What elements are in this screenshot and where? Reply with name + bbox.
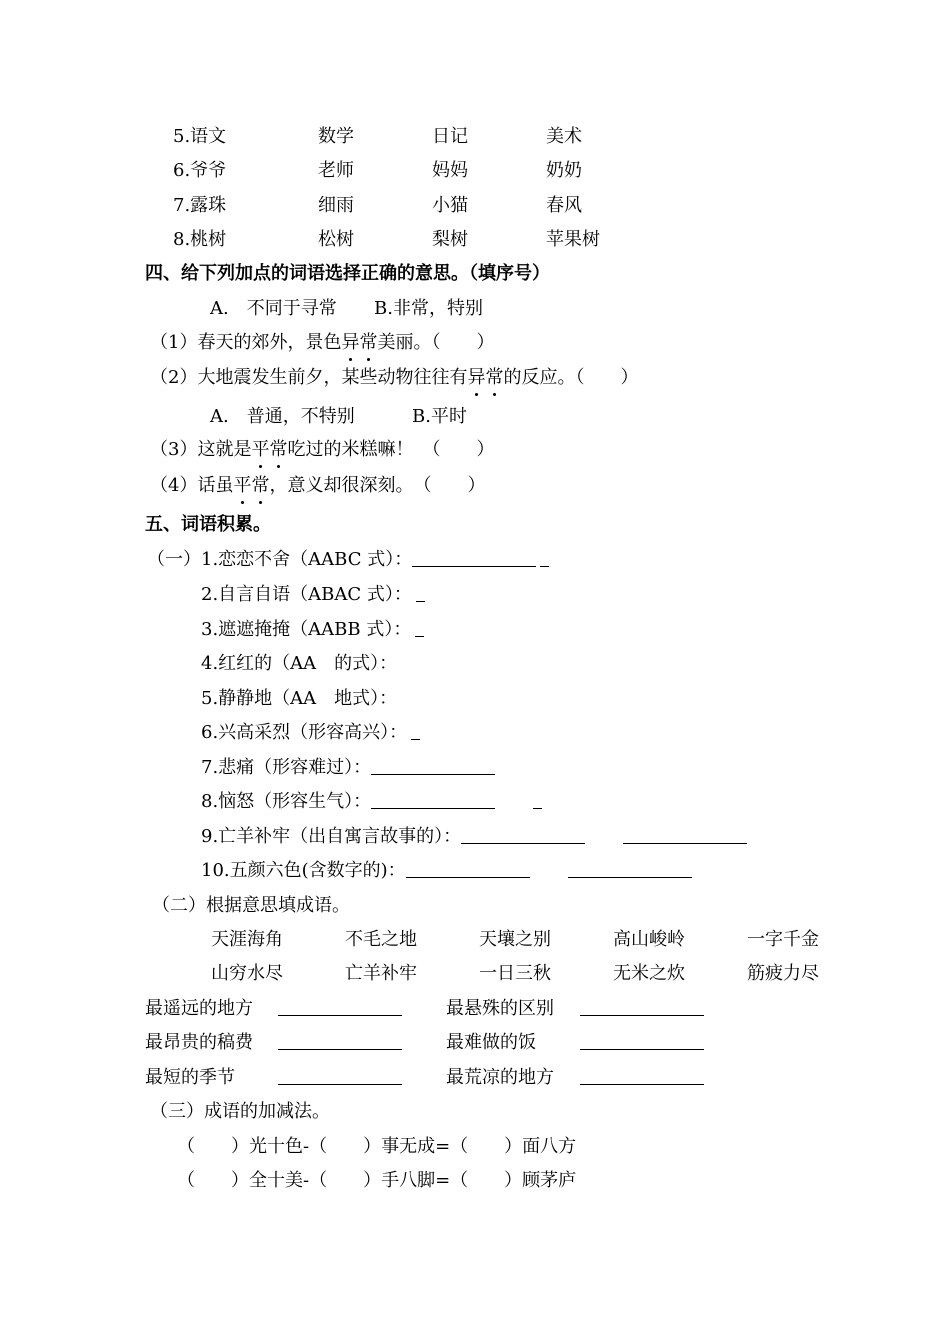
meaning-label: 最昂贵的稿费 — [145, 1032, 253, 1053]
dotted-char: 常 — [269, 439, 288, 460]
answer-blank[interactable] — [412, 548, 536, 567]
word-cell: 日记 — [432, 126, 468, 147]
option-a: A. 普通，不特别 — [210, 406, 355, 427]
answer-blank[interactable] — [580, 1066, 704, 1085]
answer-blank[interactable] — [623, 825, 747, 844]
question-2: （2）大地震发生前夕，某些动物往往有异常的反应。（ ） — [150, 367, 639, 388]
question-3: （3）这就是平常吃过的米糕嘛！ （ ） — [150, 439, 495, 460]
idiom: 亡羊补牢 — [345, 963, 417, 984]
idiom: 无米之炊 — [613, 963, 685, 984]
idiom: 一字千金 — [747, 929, 819, 950]
answer-blank[interactable] — [278, 1031, 402, 1050]
word-cell: 松树 — [318, 229, 354, 250]
meaning-label: 最悬殊的区别 — [446, 998, 554, 1019]
word-cell: 6.爷爷 — [173, 160, 227, 181]
answer-blank[interactable] — [416, 583, 425, 602]
answer-blank[interactable] — [278, 997, 402, 1016]
option-b: B.非常，特别 — [374, 298, 483, 319]
word-cell: 细雨 — [318, 195, 354, 216]
word-cell: 7.露珠 — [173, 195, 227, 216]
meaning-label: 最荒凉的地方 — [446, 1067, 554, 1088]
dotted-char: 常 — [485, 367, 504, 388]
idiom: 高山峻岭 — [613, 929, 685, 950]
idiom: 筋疲力尽 — [747, 963, 819, 984]
accumulation-item-7: 7.悲痛（形容难过）： — [201, 756, 495, 780]
word-cell: 春风 — [546, 195, 582, 216]
answer-blank[interactable] — [580, 1031, 704, 1050]
word-cell: 苹果树 — [546, 229, 600, 250]
answer-blank[interactable] — [371, 756, 495, 775]
question-4: （4）话虽平常，意义却很深刻。 （ ） — [150, 475, 486, 496]
accumulation-item-3: 3.遮遮掩掩（AABB 式）： — [201, 618, 424, 642]
answer-blank[interactable] — [580, 997, 704, 1016]
accumulation-item-9: 9.亡羊补牢（出自寓言故事的）： — [201, 825, 747, 849]
answer-blank[interactable] — [568, 859, 692, 878]
idiom: 天壤之别 — [479, 929, 551, 950]
idiom: 不毛之地 — [345, 929, 417, 950]
answer-blank[interactable] — [411, 721, 420, 740]
answer-blank[interactable] — [461, 825, 585, 844]
section5-heading: 五、词语积累。 — [145, 514, 271, 535]
accumulation-item-1: （一）1.恋恋不舍（AABC 式）： — [147, 548, 549, 572]
dotted-char: 异 — [341, 332, 360, 353]
word-cell: 老师 — [318, 160, 354, 181]
accumulation-item-4: 4.红红的（AA 的式）： — [201, 653, 398, 674]
idiom: 天涯海角 — [211, 929, 283, 950]
accumulation-item-5: 5.静静地（AA 地式）： — [201, 688, 398, 709]
idiom: 一日三秋 — [479, 963, 551, 984]
meaning-label: 最短的季节 — [145, 1067, 235, 1088]
idiom-equation: （ ）光十色-（ ）事无成=（ ）面八方 — [177, 1136, 577, 1157]
accumulation-item-10: 10.五颜六色(含数字的)： — [201, 859, 692, 883]
accumulation-item-8: 8.恼怒（形容生气）： — [201, 790, 542, 814]
answer-blank[interactable] — [415, 618, 424, 637]
word-cell: 美术 — [546, 126, 582, 147]
word-cell: 8.桃树 — [173, 229, 227, 250]
question-1: （1）春天的郊外，景色异常美丽。（ ） — [150, 332, 495, 353]
word-cell: 5.语文 — [173, 126, 227, 147]
dotted-char: 平 — [233, 475, 252, 496]
option-b: B.平时 — [412, 406, 467, 427]
answer-blank[interactable] — [406, 859, 530, 878]
meaning-label: 最难做的饭 — [446, 1032, 536, 1053]
word-cell: 梨树 — [432, 229, 468, 250]
word-cell: 小猫 — [432, 195, 468, 216]
dotted-char: 平 — [251, 439, 270, 460]
dotted-char: 常 — [359, 332, 378, 353]
answer-blank[interactable] — [540, 548, 549, 567]
section4-heading: 四、给下列加点的词语选择正确的意思。（填序号） — [145, 263, 550, 284]
answer-blank[interactable] — [533, 790, 542, 809]
idiom-equation: （ ）全十美-（ ）手八脚=（ ）顾茅庐 — [177, 1170, 577, 1191]
dotted-char: 常 — [251, 475, 270, 496]
word-cell: 数学 — [318, 126, 354, 147]
answer-blank[interactable] — [371, 790, 495, 809]
word-cell: 妈妈 — [432, 160, 468, 181]
option-a: A. 不同于寻常 — [210, 298, 337, 319]
part3-title: （三）成语的加减法。 — [150, 1101, 330, 1122]
dotted-char: 异 — [467, 367, 486, 388]
accumulation-item-6: 6.兴高采烈（形容高兴）： — [201, 721, 420, 745]
meaning-label: 最遥远的地方 — [145, 998, 253, 1019]
part2-title: （二）根据意思填成语。 — [152, 895, 350, 916]
accumulation-item-2: 2.自言自语（ABAC 式）： — [201, 583, 425, 607]
answer-blank[interactable] — [278, 1066, 402, 1085]
word-cell: 奶奶 — [546, 160, 582, 181]
idiom: 山穷水尽 — [211, 963, 283, 984]
